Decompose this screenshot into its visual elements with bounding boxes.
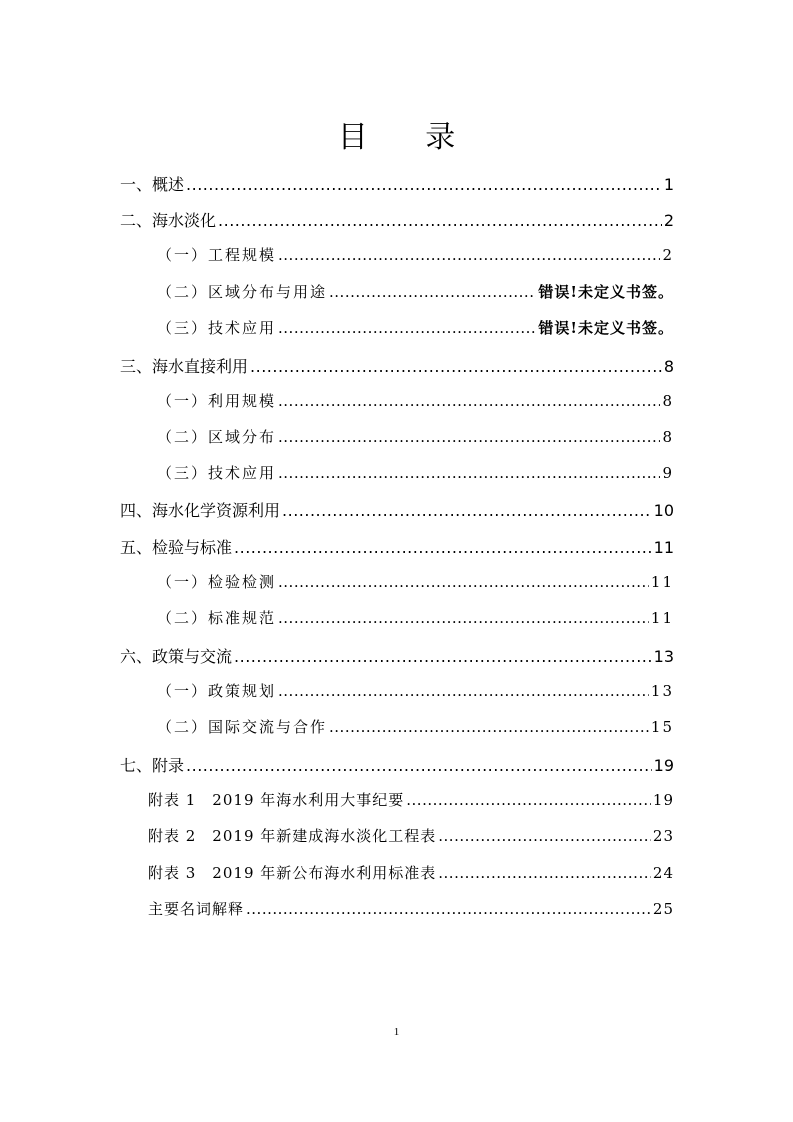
toc-entry-label: （二）区域分布 [157,428,277,446]
toc-page-number: 19 [653,756,674,775]
toc-entry-label: 三、海水直接利用 [120,357,249,376]
toc-entry-inspection-testing[interactable] [157,571,674,592]
toc-page-number: 8 [663,357,674,376]
toc-entry-engineering-scale[interactable] [157,244,674,265]
toc-entry-appendix-table-2[interactable] [148,825,674,846]
dot-leader [329,718,649,736]
toc-entry-label: 主要名词解释 [148,900,245,918]
toc-page-number: 13 [653,647,674,666]
toc-entry-regional-distribution[interactable] [157,426,674,447]
toc-entry-technology-application-2[interactable] [157,462,674,483]
toc-page-number: 2 [663,211,674,230]
dot-leader [278,246,660,264]
toc-entry-appendix[interactable] [120,753,674,776]
dot-leader [186,756,652,775]
toc-entry-inspection-standards[interactable] [120,535,674,558]
toc-page-number: 8 [662,428,674,446]
dot-leader [406,791,651,809]
dot-leader [234,647,652,666]
toc-entry-desalination[interactable] [120,208,674,231]
toc-entry-label: （二）标准规范 [157,609,277,627]
toc-page-number: 11 [650,573,674,591]
toc-page-number: 24 [652,864,674,882]
dot-leader [234,538,652,557]
toc-page-number: 23 [652,827,674,845]
toc-entry-regional-distribution-use[interactable] [157,281,674,302]
dot-leader [438,864,651,882]
toc-page-number: 11 [653,538,674,557]
toc-page-number: 1 [663,175,674,194]
toc-entry-appendix-table-1[interactable] [148,789,674,810]
dot-leader [246,900,651,918]
toc-entry-label: （一）检验检测 [157,573,277,591]
toc-entry-label: （二）区域分布与用途 [157,283,328,301]
toc-error-bookmark: 错误!未定义书签。 [538,319,674,337]
toc-page-number: 15 [650,718,674,736]
toc-entry-chemical-resources[interactable] [120,498,674,521]
toc-entry-label: 附表 2 2019 年新建成海水淡化工程表 [148,827,437,845]
toc-entry-label: （二）国际交流与合作 [157,718,328,736]
toc-entry-label: 附表 3 2019 年新公布海水利用标准表 [148,864,437,882]
toc-page-number: 2 [662,246,674,264]
toc-error-bookmark: 错误!未定义书签。 [538,283,674,301]
toc-entry-direct-seawater-use[interactable] [120,354,674,377]
toc-entry-overview[interactable] [120,172,674,195]
dot-leader [278,682,649,700]
toc-entry-utilization-scale[interactable] [157,390,674,411]
toc-entry-label: 六、政策与交流 [120,647,233,666]
toc-page-number: 25 [652,900,674,918]
dot-leader [329,283,536,301]
dot-leader [278,609,649,627]
toc-entry-label: 一、概述 [120,175,185,194]
toc-page-number: 19 [652,791,674,809]
dot-leader [278,573,649,591]
toc-entry-label: （三）技术应用 [157,464,277,482]
toc-entry-label: （三）技术应用 [157,319,277,337]
dot-leader [278,428,660,446]
dot-leader [218,211,662,230]
toc-entry-label: 七、附录 [120,756,185,775]
toc-entry-label: （一）工程规模 [157,246,277,264]
toc-entry-label: （一）政策规划 [157,682,277,700]
toc-page-number: 13 [650,682,674,700]
dot-leader [438,827,651,845]
toc-entry-standard-specifications[interactable] [157,607,674,628]
toc-entry-label: 附表 1 2019 年海水利用大事纪要 [148,791,405,809]
toc-entry-label: 二、海水淡化 [120,211,217,230]
page-title: 目 录 [337,120,480,155]
dot-leader [282,501,652,520]
toc-entry-label: （一）利用规模 [157,392,277,410]
toc-entry-policy-exchange[interactable] [120,644,674,667]
toc-entry-label: 五、检验与标准 [120,538,233,557]
dot-leader [250,357,662,376]
toc-page-number: 8 [662,392,674,410]
page-number-footer: 1 [393,1026,400,1038]
toc-entry-appendix-table-3[interactable] [148,862,674,883]
toc-page-number: 11 [650,609,674,627]
toc-entry-policy-planning[interactable] [157,680,674,701]
dot-leader [186,175,662,194]
toc-entry-glossary[interactable] [148,898,674,919]
toc-entry-international-cooperation[interactable] [157,716,674,737]
toc-entry-technology-application[interactable] [157,317,674,338]
dot-leader [278,319,536,337]
dot-leader [278,392,660,410]
toc-entry-label: 四、海水化学资源利用 [120,501,281,520]
toc-page-number: 9 [662,464,674,482]
toc-page-number: 10 [653,501,674,520]
dot-leader [278,464,660,482]
